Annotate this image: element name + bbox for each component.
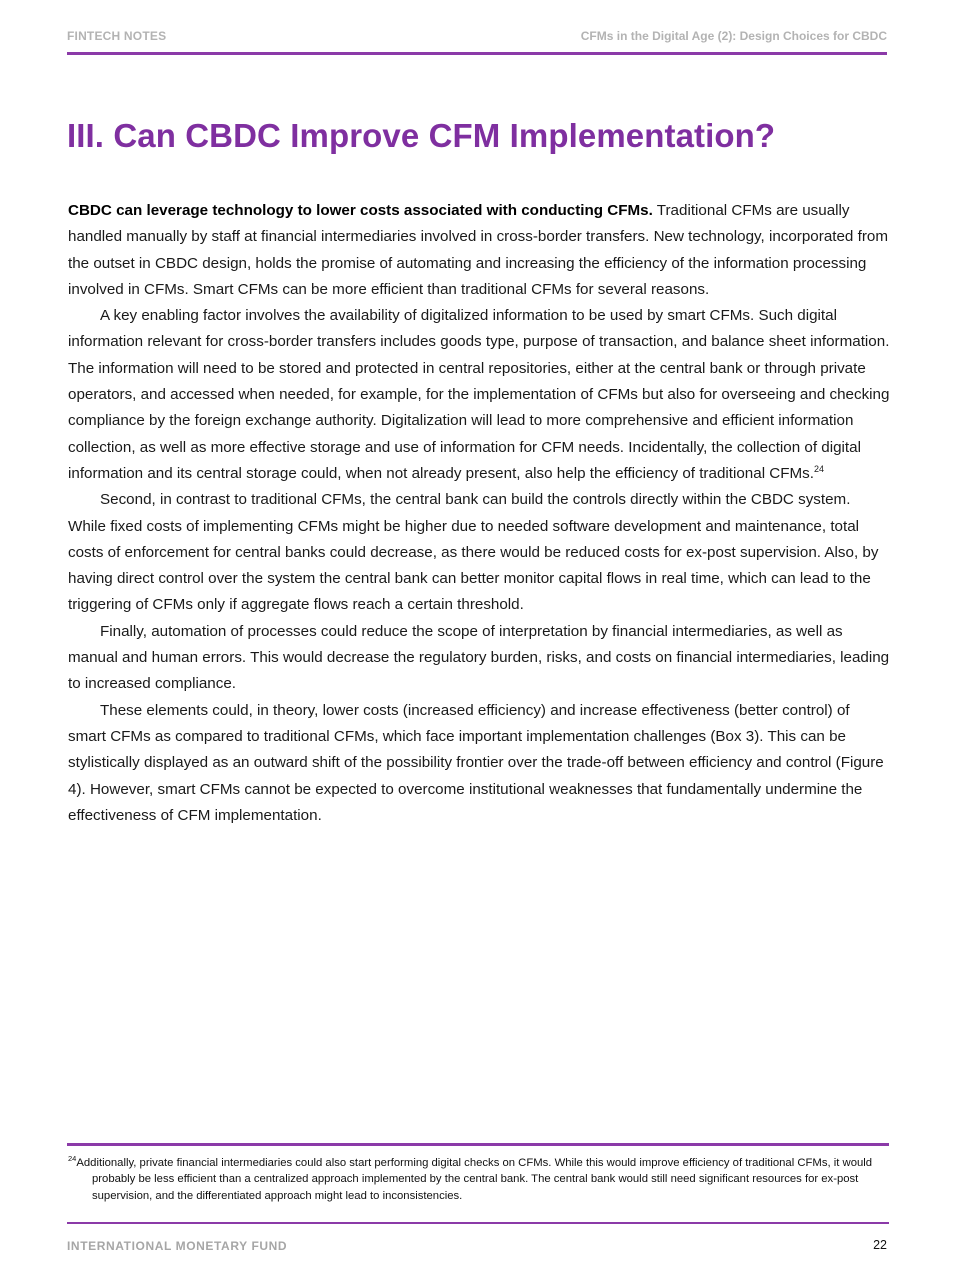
paragraph-1-body: Traditional CFMs are usually handled manually by staff at financial intermediaries involved in cross-border transfers. New technology, incorporated from the outset in CBDC design, holds the promise of automating and increasing the efficiency of the information processing involved in CFMs. Smart CFMs can be more efficient than traditional CFMs for several reasons. (68, 202, 888, 298)
footnote-reference[interactable]: 24 (814, 463, 825, 474)
paragraph-5: These elements could, in theory, lower costs (increased efficiency) and increase effectiveness (better control) of smart CFMs as compared to traditional CFMs, which face important implementation challenges (Box 3). This can be stylistically displayed as an outward shift of the possibility frontier over the trade-off between efficiency and control (Figure 4). However, smart CFMs cannot be expected to overcome institutional weaknesses that fundamentally undermine the effectiveness of CFM implementation. (68, 701, 884, 824)
paragraph-2 (68, 303, 890, 487)
paragraph-3: Second, in contrast to traditional CFMs, the central bank can build the controls directly within the CBDC system. While fixed costs of implementing CFMs might be higher due to needed software development and maintenance, total costs of enforcement for central banks could decrease, as there would be reduced costs for ex-post supervision. Also, by having direct control over the system the central bank can better monitor capital flows in real time, which can lead to the triggering of CFMs only if aggregate flows reach a certain threshold. (68, 491, 879, 614)
header-document-title: CFMs in the Digital Age (2): Design Choices for CBDC (580, 29, 887, 43)
paragraph-1-lead: CBDC can leverage technology to lower costs associated with conducting CFMs. (68, 202, 653, 219)
paragraph-2-body: A key enabling factor involves the availability of digitalized information to be used by smart CFMs. Such digital information relevant for cross-border transfers includes goods type, purpose of transaction, and balance sheet information. The information will need to be stored and protected in central repositories, either at the central bank or through private operators, and accessed when needed, for example, for the implementation of CFMs but also for overseeing and checking compliance by the foreign exchange authority. Digitalization will lead to more comprehensive and efficient information collection, as well as more effective storage and use of information for CFM needs. Incidentally, the collection of digital information and its central storage could, when not already present, also help the efficiency of traditional CFMs. (68, 307, 890, 482)
body-text (68, 198, 890, 829)
footnote-divider (67, 1143, 889, 1146)
footnote-number: 24 (68, 1154, 77, 1164)
header-series-label: FINTECH NOTES (67, 29, 167, 43)
footnote (68, 1155, 892, 1204)
footer-publisher: INTERNATIONAL MONETARY FUND (67, 1239, 288, 1253)
page-number: 22 (873, 1238, 887, 1252)
header-divider (67, 52, 887, 55)
running-header (67, 27, 887, 49)
footer-divider (67, 1222, 889, 1224)
footnote-text: Additionally, private financial intermediaries could also start performing digital checks on CFMs. While this would improve efficiency of traditional CFMs, it would probably be less efficient than a centralized approach implemented by the central bank. The central bank would still need significant resources for ex-post supervision, and the differentiated approach might lead to inconsistencies. (76, 1157, 873, 1202)
paragraph-1 (68, 198, 890, 303)
section-title: III. Can CBDC Improve CFM Implementation? (67, 117, 776, 154)
paragraph-4: Finally, automation of processes could reduce the scope of interpretation by financial intermediaries, as well as manual and human errors. This would decrease the regulatory burden, risks, and costs on financial intermediaries, leading to increased compliance. (68, 622, 890, 693)
